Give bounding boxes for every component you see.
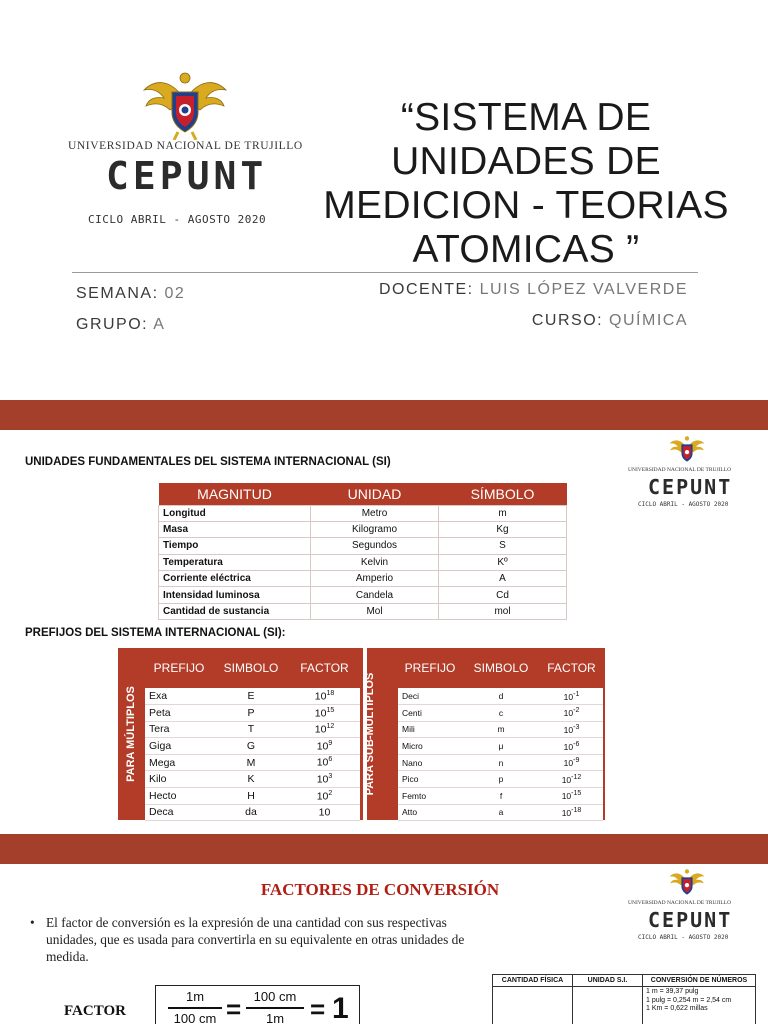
cell-unidad: Metro — [311, 505, 439, 521]
multiples-side-label: PARA MÚLTIPLOS — [125, 686, 137, 782]
table-row — [159, 505, 567, 521]
table-row — [159, 521, 567, 537]
fraction-2 — [246, 988, 304, 1024]
cell-factor — [540, 771, 603, 788]
presentation-title: “SISTEMA DE UNIDADES DE MEDICION - TEORIAS ATOMICAS ” — [323, 96, 729, 271]
factor-base: 10 — [314, 723, 327, 736]
cell-simbolo: m — [462, 721, 540, 738]
grupo-label: GRUPO: — [76, 316, 149, 333]
university-name: UNIVERSIDAD NACIONAL DE TRUJILLO — [628, 467, 732, 473]
factor-base: 10 — [563, 708, 574, 719]
factor-base: 10 — [316, 790, 329, 803]
column-header: SÍMBOLO — [439, 483, 567, 505]
cell-factor — [289, 788, 360, 805]
cell-factor — [289, 804, 360, 821]
divider — [72, 272, 698, 273]
cell-unidad: Candela — [311, 587, 439, 603]
factor-exponent: -18 — [571, 807, 582, 815]
cell-prefijo: Giga — [145, 738, 213, 755]
cell-prefijo: Nano — [398, 754, 462, 771]
table-row — [145, 721, 360, 738]
table-row — [145, 705, 360, 722]
cell-factor — [289, 738, 360, 755]
fraction-1 — [168, 988, 222, 1024]
factor-exponent: -12 — [571, 773, 582, 781]
cell-prefijo: Deca — [145, 804, 213, 821]
column-header: PREFIJO — [404, 661, 456, 675]
table-row — [398, 688, 603, 705]
cell-factor — [540, 705, 603, 722]
table-row — [398, 771, 603, 788]
factor-exponent: 12 — [326, 723, 335, 731]
cell-cantidad — [493, 987, 573, 1024]
table-row — [159, 571, 567, 587]
cell-unidad — [573, 987, 643, 1024]
factor-base: 10 — [563, 724, 574, 735]
equals-sign: = — [310, 994, 326, 1024]
cell-factor — [289, 771, 360, 788]
column-header: MAGNITUD — [159, 483, 311, 505]
column-header: CONVERSIÓN DE NÚMEROS — [643, 975, 756, 987]
cell-factor — [540, 804, 603, 821]
cell-prefijo: Centi — [398, 705, 462, 722]
conversion-formula — [155, 985, 360, 1024]
cell-prefijo: Peta — [145, 705, 213, 722]
cepunt-wordmark: CEPUNT — [648, 908, 733, 932]
factor-exponent: 3 — [328, 773, 333, 781]
university-crest-icon — [668, 868, 706, 898]
factor-exponent: 15 — [326, 706, 335, 714]
cell-factor — [540, 754, 603, 771]
factor-exponent: -15 — [571, 790, 582, 798]
cell-magnitud: Temperatura — [159, 554, 311, 570]
cycle-text: CICLO ABRIL - AGOSTO 2020 — [638, 934, 729, 941]
cell-simbolo: μ — [462, 738, 540, 755]
cell-simbolo: P — [213, 705, 289, 722]
units-heading: UNIDADES FUNDAMENTALES DEL SISTEMA INTERNACIONAL (SI) — [25, 456, 391, 468]
table-row — [398, 705, 603, 722]
table-row — [398, 754, 603, 771]
cell-simbolo: Kg — [439, 521, 567, 537]
si-units-table — [158, 483, 567, 620]
cell-simbolo: M — [213, 754, 289, 771]
factor-exponent: -6 — [573, 740, 580, 748]
table-header-row — [145, 648, 360, 688]
factor-exponent: 2 — [328, 789, 333, 797]
cell-factor — [289, 688, 360, 705]
cell-magnitud: Corriente eléctrica — [159, 571, 311, 587]
cell-prefijo: Mega — [145, 754, 213, 771]
factor-base: 10 — [561, 791, 572, 802]
curso-value: QUÍMICA — [609, 312, 688, 329]
cell-simbolo: mol — [439, 603, 567, 619]
docente-value: LUIS LÓPEZ VALVERDE — [479, 281, 688, 298]
university-crest-icon — [142, 70, 228, 140]
table-row — [398, 738, 603, 755]
factor-base: 10 — [316, 740, 329, 753]
slide-separator — [0, 834, 768, 864]
cell-magnitud: Longitud — [159, 505, 311, 521]
cell-factor — [540, 721, 603, 738]
university-name: UNIVERSIDAD NACIONAL DE TRUJILLO — [68, 140, 303, 152]
cell-simbolo: c — [462, 705, 540, 722]
table-row — [398, 804, 603, 821]
table-row — [159, 538, 567, 554]
cell-simbolo: f — [462, 788, 540, 805]
cell-simbolo: K — [213, 771, 289, 788]
cell-simbolo: Kº — [439, 554, 567, 570]
cell-simbolo: da — [213, 804, 289, 821]
fraction-bar — [168, 1007, 222, 1009]
cell-prefijo: Femto — [398, 788, 462, 805]
factor-base: 10 — [314, 707, 327, 720]
curso-label: CURSO: — [531, 312, 604, 329]
column-header: FACTOR — [300, 661, 349, 675]
cell-prefijo: Micro — [398, 738, 462, 755]
fraction-bar — [246, 1007, 304, 1009]
cell-factor — [289, 705, 360, 722]
column-header: UNIDAD S.I. — [573, 975, 643, 987]
conversion-table — [492, 974, 756, 1024]
cell-unidad: Kelvin — [311, 554, 439, 570]
column-header: FACTOR — [547, 661, 596, 675]
cell-prefijo: Pico — [398, 771, 462, 788]
factor-exponent: -1 — [573, 690, 580, 698]
cell-unidad: Segundos — [311, 538, 439, 554]
cell-simbolo: E — [213, 688, 289, 705]
factor-base: 10 — [561, 807, 572, 818]
factor-base: 10 — [561, 774, 572, 785]
submultiples-table — [398, 648, 603, 821]
cell-prefijo: Atto — [398, 804, 462, 821]
cycle-text: CICLO ABRIL - AGOSTO 2020 — [638, 501, 729, 508]
cell-magnitud: Tiempo — [159, 538, 311, 554]
factor-base: 10 — [316, 756, 329, 769]
factor-base: 10 — [318, 806, 331, 819]
semana-label: SEMANA: — [76, 285, 159, 302]
cell-prefijo: Tera — [145, 721, 213, 738]
university-crest-icon — [668, 435, 706, 465]
submultiples-side-label: PARA SUB-MULTIPLOS — [364, 672, 376, 796]
table-header-row — [493, 975, 756, 987]
table-row — [145, 754, 360, 771]
cepunt-wordmark: CEPUNT — [648, 475, 733, 499]
table-row — [398, 721, 603, 738]
equals-sign: = — [226, 994, 242, 1024]
denominator: 100 cm — [173, 1010, 217, 1024]
cepunt-logo-small — [622, 868, 752, 948]
definition-text: El factor de conversión es la expresión de una cantidad con sus respectivas unidades, que es usada para convertirla en su equivalente en otras unidades de medida. — [46, 915, 465, 964]
cell-magnitud: Intensidad luminosa — [159, 587, 311, 603]
title-slide — [0, 0, 768, 400]
cell-magnitud: Masa — [159, 521, 311, 537]
cell-simbolo: S — [439, 538, 567, 554]
docente-info — [379, 281, 688, 299]
factor-exponent: -9 — [573, 757, 580, 765]
cell-factor — [289, 721, 360, 738]
column-header: UNIDAD — [311, 483, 439, 505]
cell-unidad: Amperio — [311, 571, 439, 587]
table-row — [145, 788, 360, 805]
numerator: 100 cm — [253, 989, 297, 1004]
column-header: PREFIJO — [153, 661, 205, 675]
slide-separator — [0, 400, 768, 430]
university-name: UNIVERSIDAD NACIONAL DE TRUJILLO — [628, 900, 732, 906]
factor-exponent: 18 — [326, 689, 335, 697]
factor-exponent: 9 — [328, 739, 333, 747]
cepunt-wordmark: CEPUNT — [106, 154, 268, 198]
cell-simbolo: p — [462, 771, 540, 788]
column-header: SIMBOLO — [473, 661, 529, 675]
denominator: 1m — [265, 1010, 285, 1024]
numerator: 1m — [185, 989, 205, 1004]
cell-simbolo: A — [439, 571, 567, 587]
conversion-title: FACTORES DE CONVERSIÓN — [260, 880, 500, 899]
cell-simbolo: d — [462, 688, 540, 705]
table-row — [493, 987, 756, 1024]
factor-label: FACTOR — [64, 1003, 126, 1019]
cell-prefijo: Mili — [398, 721, 462, 738]
cell-conversion: 1 m = 39,37 pulg 1 pulg = 0,254 m = 2,54 cm 1 Km = 0,622 millas — [643, 987, 756, 1024]
semana-value: 02 — [164, 285, 186, 302]
table-header-row — [398, 648, 603, 688]
cell-simbolo: n — [462, 754, 540, 771]
cell-prefijo: Deci — [398, 688, 462, 705]
grupo-info — [76, 316, 165, 334]
cell-factor — [289, 754, 360, 771]
cell-unidad: Kilogramo — [311, 521, 439, 537]
prefixes-heading: PREFIJOS DEL SISTEMA INTERNACIONAL (SI): — [25, 627, 286, 639]
cell-simbolo: H — [213, 788, 289, 805]
column-header: CANTIDAD FÍSICA — [493, 975, 573, 987]
factor-base: 10 — [563, 741, 574, 752]
factor-exponent: -3 — [573, 724, 580, 732]
factor-base: 10 — [563, 691, 574, 702]
multiples-table — [145, 648, 360, 821]
factor-base: 10 — [314, 690, 327, 703]
factor-exponent: 6 — [328, 756, 333, 764]
bullet: • — [30, 915, 35, 930]
conversion-definition — [30, 914, 490, 965]
cell-prefijo: Kilo — [145, 771, 213, 788]
cepunt-logo — [60, 70, 310, 235]
cell-simbolo: G — [213, 738, 289, 755]
cell-simbolo: T — [213, 721, 289, 738]
table-row — [145, 688, 360, 705]
table-row — [398, 788, 603, 805]
table-row — [159, 587, 567, 603]
cell-factor — [540, 788, 603, 805]
table-row — [145, 771, 360, 788]
cycle-text: CICLO ABRIL - AGOSTO 2020 — [88, 213, 267, 226]
cell-prefijo: Exa — [145, 688, 213, 705]
cell-simbolo: a — [462, 804, 540, 821]
cell-simbolo: m — [439, 505, 567, 521]
table-row — [159, 554, 567, 570]
cell-factor — [540, 688, 603, 705]
factor-base: 10 — [563, 758, 574, 769]
cell-simbolo: Cd — [439, 587, 567, 603]
cell-prefijo: Hecto — [145, 788, 213, 805]
result-one: 1 — [332, 992, 349, 1024]
column-header: SIMBOLO — [223, 661, 279, 675]
cell-magnitud: Cantidad de sustancia — [159, 603, 311, 619]
cepunt-logo-small — [622, 435, 752, 515]
table-row — [145, 804, 360, 821]
cell-unidad: Mol — [311, 603, 439, 619]
table-header-row — [159, 483, 567, 505]
factor-base: 10 — [316, 773, 329, 786]
grupo-value: A — [153, 316, 166, 333]
docente-label: DOCENTE: — [378, 281, 474, 298]
table-row — [159, 603, 567, 619]
cell-factor — [540, 738, 603, 755]
curso-info — [532, 312, 688, 330]
factor-exponent: -2 — [573, 707, 580, 715]
semana-info — [76, 285, 185, 303]
table-row — [145, 738, 360, 755]
